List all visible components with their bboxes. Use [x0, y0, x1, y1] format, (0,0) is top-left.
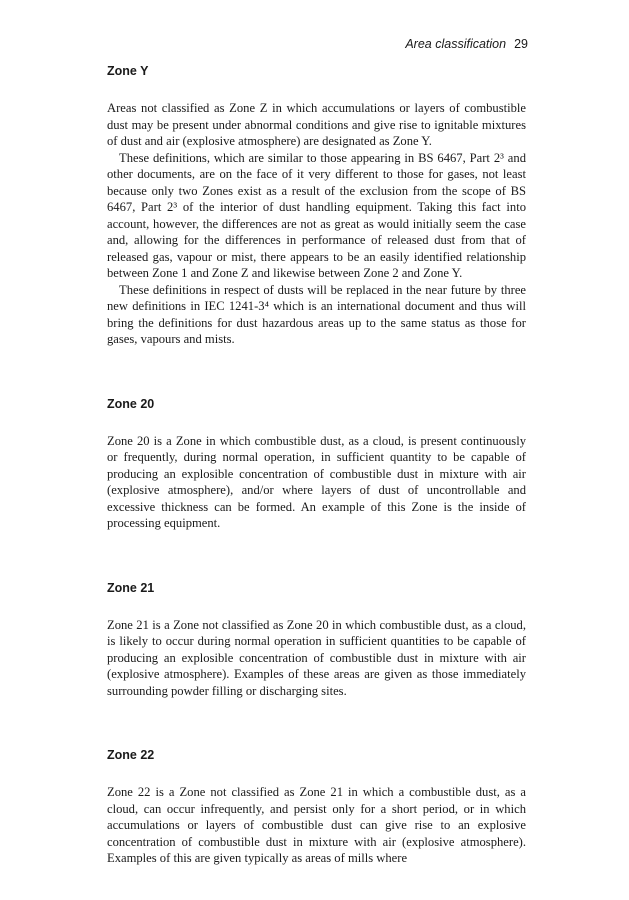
- paragraph: These definitions in respect of dusts will be replaced in the near future by three new definitions in IEC 1241-3⁴ which is an international document and thus will bring the definitions for dust hazardous areas up to the same status as those for gases, vapours and mists.: [107, 282, 526, 346]
- running-head-title: Area classification: [405, 37, 507, 51]
- section-zone-22: [107, 747, 526, 867]
- paragraph: Zone 20 is a Zone in which combustible dust, as a cloud, is present continuously or frequently, during normal operation, in sufficient quantity to be capable of producing an explosible concentration of combustible dust in mixture with air (explosive atmosphere), and/or where layers of dust of uncontrollable and excessive thickness can be formed. An example of this Zone is the inside of processing equipment.: [107, 433, 526, 530]
- section-heading: Zone 21: [107, 580, 155, 595]
- section-heading: Zone Y: [107, 64, 149, 78]
- section-heading: Zone 22: [107, 748, 155, 762]
- section-heading: Zone 20: [107, 396, 155, 411]
- section-zone-21: [107, 580, 526, 700]
- paragraph: These definitions, which are similar to those appearing in BS 6467, Part 2³ and other documents, are on the face of it very different to those for gases, not least because only two Zones exist as a result of the exclusion from the scope of BS 6467, Part 2³ of the interior of dust handling equipment. Taking this fact into account, however, the differences are not as great as would initially seem the case and, allowing for the differences in performance of released dust from that of released gas, vapour or mist, there appears to be an easily identified relationship between Zone 1 and Zone Z and likewise between Zone 2 and Zone Y.: [107, 150, 526, 280]
- page-body: [107, 63, 526, 867]
- paragraph: Zone 21 is a Zone not classified as Zone 20 in which combustible dust, as a cloud, is likely to occur during normal operation in sufficient quantities to be capable of producing an explosible concentration of combustible dust in mixture with air (explosive atmosphere). Examples of these areas are given as those immediately surrounding powder filling or discharging sites.: [107, 617, 526, 698]
- paragraph: Zone 22 is a Zone not classified as Zone 21 in which a combustible dust, as a cloud, can occur infrequently, and persist only for a short period, or in which accumulations or layers of combustible dust can give rise to an explosive concentration of combustible dust in mixture with air (explosive atmosphere). Examples of this are given typically as areas of mills where: [107, 785, 526, 865]
- running-head: [405, 37, 528, 51]
- section-zone-y: [107, 63, 526, 348]
- page-number: 29: [514, 37, 528, 51]
- paragraph: Areas not classified as Zone Z in which accumulations or layers of combustible dust may be present under abnormal conditions and give rise to ignitable mixtures of dust and air (explosive atmosphere) are designated as Zone Y.: [107, 101, 526, 148]
- section-zone-20: [107, 396, 526, 532]
